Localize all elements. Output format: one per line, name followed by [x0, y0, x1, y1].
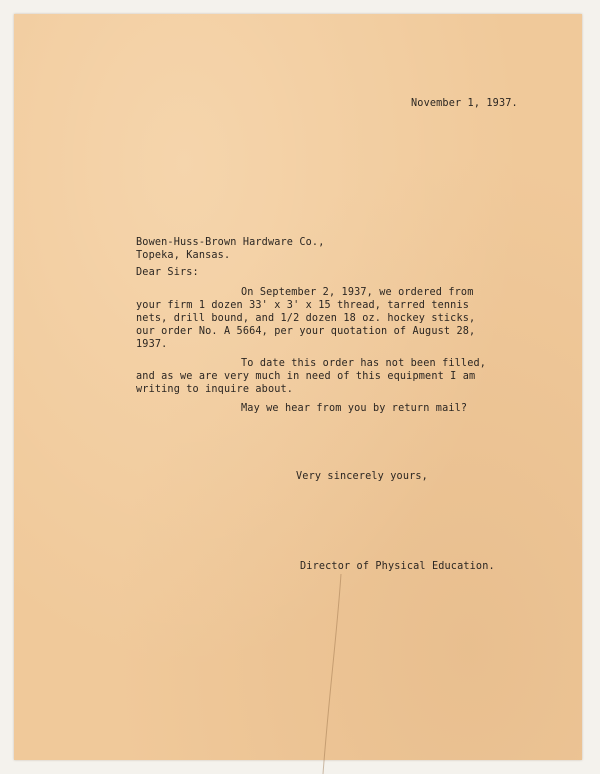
recipient-name: Bowen-Huss-Brown Hardware Co.,: [136, 237, 325, 248]
letter-date: November 1, 1937.: [411, 98, 518, 109]
salutation: Dear Sirs:: [136, 267, 199, 278]
paragraph3: May we hear from you by return mail?: [241, 403, 468, 414]
paragraph2-line: To date this order has not been filled,: [241, 358, 487, 369]
paragraph1-line: our order No. A 5664, per your quotation of August 28,: [136, 326, 476, 337]
paragraph1-line: nets, drill bound, and 1/2 dozen 18 oz. hockey sticks,: [136, 313, 476, 324]
closing: Very sincerely yours,: [296, 471, 428, 482]
paper-crease: [319, 574, 349, 774]
letter-page: [14, 14, 582, 760]
signature-title: Director of Physical Education.: [300, 561, 495, 572]
paragraph1-line: On September 2, 1937, we ordered from: [241, 287, 474, 298]
recipient-city: Topeka, Kansas.: [136, 250, 231, 261]
paragraph2-line: and as we are very much in need of this equipment I am: [136, 371, 476, 382]
paragraph2-line: writing to inquire about.: [136, 384, 294, 395]
paragraph1-line: your firm 1 dozen 33' x 3' x 15 thread, tarred tennis: [136, 300, 470, 311]
paragraph1-line: 1937.: [136, 339, 168, 350]
